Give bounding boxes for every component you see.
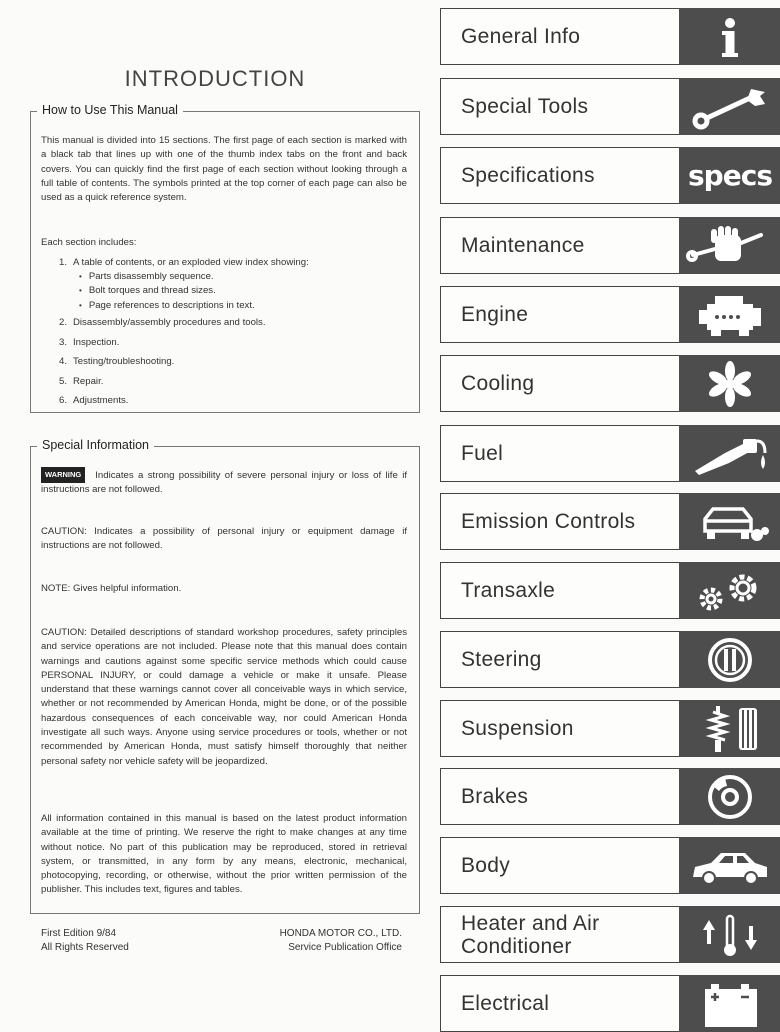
publisher-info	[248, 927, 402, 954]
caution-detail-paragraph: CAUTION: Detailed descriptions of standard workshop procedures, safety principles and service operations are not included. Please note that this manual does contain warnings and cautions against some specific service methods which could cause PERSONAL INJURY, or could damage a vehicle or make it unsafe. Please understand that these warnings cannot cover all conceivable ways in which service, whether or not recommended by American Honda, might be done, or of the possible hazardous consequences of each conceivable way, nor could American Honda investigate all such ways. Anyone using service procedures or tools, whether or not recommended by American Honda, must satisfy himself thoroughly that neither personal safety nor vehicle safety will be jeopardized.	[41, 627, 407, 767]
note-paragraph: NOTE: Gives helpful information.	[41, 583, 182, 594]
includes-list	[59, 253, 409, 411]
warning-paragraph	[41, 467, 407, 498]
tab-body[interactable]	[440, 837, 780, 894]
list-item: 5. Repair.	[59, 375, 104, 387]
tab-label: Special Tools	[461, 95, 589, 118]
special-information-heading: Special Information	[37, 438, 154, 452]
tab-specifications[interactable]	[440, 147, 780, 204]
tab-heater-air-conditioner[interactable]	[440, 906, 780, 963]
warning-badge: WARNING	[41, 467, 85, 483]
tab-label: Transaxle	[461, 579, 556, 602]
steering-wheel-icon	[679, 631, 780, 688]
tab-label: Body	[461, 854, 511, 877]
includes-heading: Each section includes:	[41, 237, 137, 248]
hand-wrench-icon	[679, 217, 780, 274]
list-item: 3. Inspection.	[59, 336, 120, 348]
tab-label: General Info	[461, 25, 581, 48]
car-body-icon	[679, 837, 780, 894]
tab-steering[interactable]	[440, 631, 780, 688]
fan-icon	[679, 355, 780, 412]
tab-label: Heater and Air Conditioner	[461, 911, 600, 958]
tab-engine[interactable]	[440, 286, 780, 343]
tab-label: Maintenance	[461, 234, 585, 257]
wrench-icon	[679, 78, 780, 135]
list-item: 6. Adjustments.	[59, 395, 129, 406]
tab-label: Emission Controls	[461, 510, 636, 533]
edition-text: First Edition 9/84	[41, 928, 117, 939]
engine-icon	[679, 286, 780, 343]
tab-label: Suspension	[461, 717, 574, 740]
company-name: HONDA MOTOR CO., LTD.	[279, 928, 402, 939]
tab-special-tools[interactable]	[440, 78, 780, 135]
shock-absorber-icon	[679, 700, 780, 757]
tab-emission-controls[interactable]	[440, 493, 780, 550]
tab-label: Steering	[461, 648, 542, 671]
tab-cooling[interactable]	[440, 355, 780, 412]
tab-label: Specifications	[461, 164, 595, 187]
info-paragraph: All information contained in this manual is based on the latest product information available at the time of printing. We reserve the right to make changes at any time without notice. No part of this publication may be reproduced, stored in retrieval system, or transmitted, in any form by any means, electronic, mechanical, photocopying, recording, or otherwise, without the prior written permission of the publisher. This includes text, figures and tables.	[41, 813, 407, 896]
fuel-nozzle-icon	[679, 425, 780, 482]
tab-label: Electrical	[461, 992, 550, 1015]
tab-general-info[interactable]	[440, 8, 780, 65]
how-to-use-section	[30, 103, 420, 413]
list-item: 2. Disassembly/assembly procedures and tools.	[59, 317, 266, 328]
how-to-intro: This manual is divided into 15 sections. The first page of each section is marked with a black tab that lines up with one of the thumb index tabs on the front and back covers. You can quickly find the first page of each section without looking through a full table of contents. The symbols printed at the top corner of each page can also be used as a quick reference system.	[41, 135, 407, 204]
edition-info	[41, 927, 129, 954]
tab-label: Cooling	[461, 372, 535, 395]
battery-icon	[679, 975, 780, 1032]
office-name: Service Publication Office	[288, 941, 402, 953]
tab-electrical[interactable]	[440, 975, 780, 1032]
tab-suspension[interactable]	[440, 700, 780, 757]
brake-disc-icon	[679, 768, 780, 825]
tab-label: Fuel	[461, 442, 504, 465]
tab-label: Brakes	[461, 785, 529, 808]
special-information-section	[30, 438, 420, 914]
tab-transaxle[interactable]	[440, 562, 780, 619]
tab-brakes[interactable]	[440, 768, 780, 825]
tab-maintenance[interactable]	[440, 217, 780, 274]
info-icon	[679, 8, 780, 65]
thermometer-icon	[679, 906, 780, 963]
page-title: INTRODUCTION	[124, 66, 306, 91]
rights-text: All Rights Reserved	[41, 941, 129, 953]
exhaust-car-icon	[679, 493, 780, 550]
list-item: 4. Testing/troubleshooting.	[59, 356, 175, 367]
sub-list-item: • Parts disassembly sequence.	[79, 270, 409, 285]
caution-paragraph: CAUTION: Indicates a possibility of personal injury or equipment damage if instructions are not followed.	[41, 526, 407, 552]
list-item: 1. A table of contents, or an exploded view index showing:	[59, 257, 309, 268]
tab-fuel[interactable]	[440, 425, 780, 482]
sub-list	[79, 270, 409, 314]
sub-list-item: • Bolt torques and thread sizes.	[79, 284, 409, 299]
how-to-use-heading: How to Use This Manual	[37, 103, 183, 117]
specs-icon: specs	[679, 147, 780, 204]
tab-label: Engine	[461, 303, 529, 326]
warning-text: Indicates a strong possibility of severe personal injury or loss of life if instructions are not followed.	[41, 470, 407, 496]
gears-icon	[679, 562, 780, 619]
sub-list-item: • Page references to descriptions in text.	[79, 299, 409, 314]
